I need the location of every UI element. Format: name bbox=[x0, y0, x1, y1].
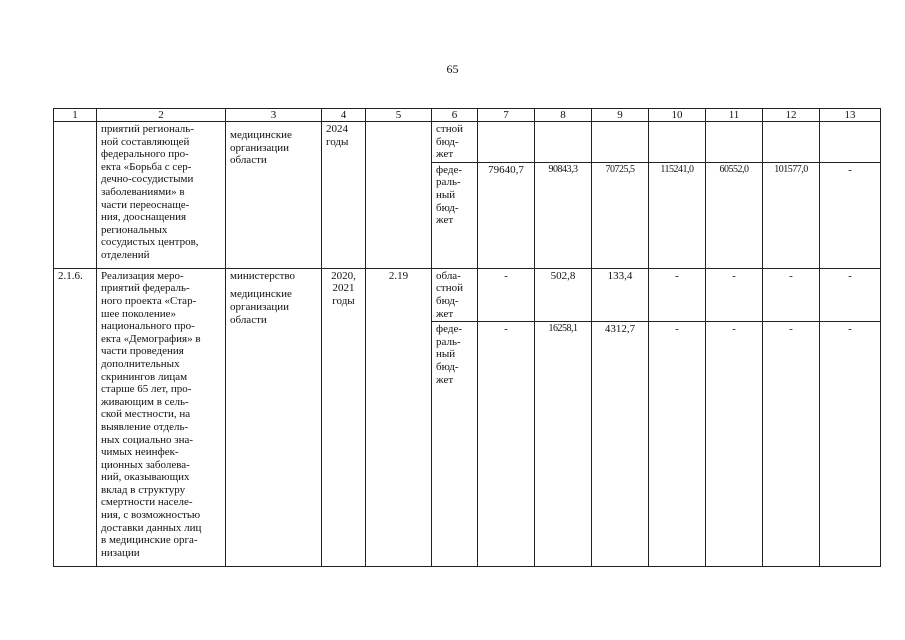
funding-source-line: бюд- bbox=[436, 201, 459, 214]
funding-source bbox=[432, 268, 478, 321]
executor bbox=[226, 122, 322, 269]
executor-line: медицинские bbox=[230, 288, 292, 301]
funding-source-line: ный bbox=[436, 348, 456, 361]
activity-name-line: смертности населе- bbox=[101, 496, 193, 509]
activity-name-line: сосудистых центров, bbox=[101, 236, 199, 249]
column-number: 2 bbox=[97, 109, 226, 122]
funding-source-line: жет bbox=[436, 307, 454, 320]
activity-name-line: ной составляющей bbox=[101, 135, 190, 148]
indicator: 2.19 bbox=[366, 268, 432, 566]
years-line: 2021 bbox=[332, 282, 355, 295]
executor-line: организации bbox=[230, 141, 290, 154]
amount-cell: - bbox=[820, 162, 881, 268]
funding-source-line: бюд- bbox=[436, 294, 459, 307]
amount-cell: 79640,7 bbox=[478, 162, 535, 268]
activity-name-line: региональных bbox=[101, 223, 168, 236]
column-number: 1 bbox=[54, 109, 97, 122]
amount-cell bbox=[478, 122, 535, 163]
column-number: 6 bbox=[432, 109, 478, 122]
amount-cell bbox=[649, 122, 706, 163]
amount-cell: 70725,5 bbox=[592, 162, 649, 268]
activity-name-line: национального про- bbox=[101, 320, 195, 333]
amount-cell: - bbox=[706, 322, 763, 567]
budget-table bbox=[53, 108, 881, 567]
funding-source-line: раль- bbox=[436, 335, 461, 348]
table-row bbox=[54, 268, 881, 321]
activity-name-line: ния, дооснащения bbox=[101, 211, 187, 224]
funding-source-line: феде- bbox=[436, 163, 463, 176]
activity-name-line: дополнительных bbox=[101, 357, 180, 370]
funding-source-line: раль- bbox=[436, 176, 461, 189]
funding-source-line: бюд- bbox=[436, 135, 459, 148]
activity-name-line: екта «Демография» в bbox=[101, 332, 201, 345]
activity-name-line: дечно-сосудистыми bbox=[101, 173, 194, 186]
executor-line: области bbox=[230, 154, 267, 167]
years-line: годы bbox=[326, 135, 349, 148]
amount-cell: - bbox=[649, 322, 706, 567]
amount-cell: - bbox=[478, 322, 535, 567]
table-row bbox=[54, 122, 881, 163]
activity-name-line: заболеваниями» в bbox=[101, 185, 185, 198]
funding-source bbox=[432, 162, 478, 268]
funding-source-line: феде- bbox=[436, 323, 463, 336]
amount-cell: 60552,0 bbox=[706, 162, 763, 268]
column-number: 8 bbox=[535, 109, 592, 122]
executor-line: области bbox=[230, 313, 267, 326]
page-number: 65 bbox=[446, 62, 459, 76]
amount-cell bbox=[820, 122, 881, 163]
activity-name-line: скринингов лицам bbox=[101, 370, 188, 383]
row-number bbox=[54, 122, 97, 269]
activity-name-line: шее поколение» bbox=[101, 307, 177, 320]
column-number: 3 bbox=[226, 109, 322, 122]
amount-cell bbox=[763, 122, 820, 163]
amount-cell: 115241,0 bbox=[649, 162, 706, 268]
amount-cell: - bbox=[820, 268, 881, 321]
funding-source-line: ный bbox=[436, 188, 456, 201]
amount-cell: - bbox=[820, 322, 881, 567]
years-line: годы bbox=[332, 294, 355, 307]
column-number: 9 bbox=[592, 109, 649, 122]
funding-source-line: жет bbox=[436, 148, 454, 161]
executor bbox=[226, 268, 322, 566]
years-line: 2020, bbox=[331, 269, 356, 282]
executor-line: организации bbox=[230, 300, 290, 313]
years bbox=[322, 122, 366, 269]
activity-name-line: екта «Борьба с сер- bbox=[101, 160, 192, 173]
column-number: 13 bbox=[820, 109, 881, 122]
amount-cell bbox=[706, 122, 763, 163]
funding-source-line: жет bbox=[436, 214, 454, 227]
activity-name-line: части проведения bbox=[101, 345, 184, 358]
amount-cell: - bbox=[763, 268, 820, 321]
activity-name-line: приятий федераль- bbox=[101, 282, 190, 295]
activity-name-line: ний, оказывающих bbox=[101, 471, 190, 484]
amount-cell bbox=[535, 122, 592, 163]
funding-source-line: бюд- bbox=[436, 360, 459, 373]
amount-cell: 101577,0 bbox=[763, 162, 820, 268]
activity-name-line: ционных заболева- bbox=[101, 458, 190, 471]
amount-cell: - bbox=[763, 322, 820, 567]
column-number-row bbox=[54, 109, 881, 122]
executor-line: министерство bbox=[230, 269, 296, 282]
funding-source-line: стной bbox=[436, 123, 463, 135]
column-number: 11 bbox=[706, 109, 763, 122]
column-number: 10 bbox=[649, 109, 706, 122]
executor-line: медицинские bbox=[230, 129, 292, 141]
amount-cell: 133,4 bbox=[592, 268, 649, 321]
activity-name-line: низации bbox=[101, 546, 140, 559]
activity-name bbox=[97, 122, 226, 269]
amount-cell: - bbox=[706, 268, 763, 321]
amount-cell: - bbox=[649, 268, 706, 321]
activity-name-line: ской местности, на bbox=[101, 408, 191, 421]
activity-name-line: старше 65 лет, про- bbox=[101, 383, 192, 396]
amount-cell: 16258,1 bbox=[535, 322, 592, 567]
activity-name-line: приятий региональ- bbox=[101, 123, 194, 135]
funding-source-line: стной bbox=[436, 282, 463, 295]
years bbox=[322, 268, 366, 566]
funding-source bbox=[432, 122, 478, 163]
amount-cell: - bbox=[478, 268, 535, 321]
activity-name-line: выявление отдель- bbox=[101, 420, 189, 433]
row-number: 2.1.6. bbox=[54, 268, 97, 566]
column-number: 12 bbox=[763, 109, 820, 122]
activity-name-line: части переоснаще- bbox=[101, 198, 190, 211]
activity-name-line: отделений bbox=[101, 248, 150, 261]
activity-name-line: Реализация меро- bbox=[101, 269, 184, 282]
activity-name-line: ного проекта «Стар- bbox=[101, 294, 197, 307]
column-number: 7 bbox=[478, 109, 535, 122]
years-line: 2024 bbox=[326, 123, 348, 135]
activity-name-line: чимых неинфек- bbox=[101, 446, 179, 459]
column-number: 5 bbox=[366, 109, 432, 122]
column-number: 4 bbox=[322, 109, 366, 122]
funding-source bbox=[432, 322, 478, 567]
activity-name-line: доставки данных лиц bbox=[101, 521, 202, 534]
amount-cell: 90843,3 bbox=[535, 162, 592, 268]
amount-cell bbox=[592, 122, 649, 163]
activity-name-line: в медицинские орга- bbox=[101, 534, 198, 547]
amount-cell: 4312,7 bbox=[592, 322, 649, 567]
activity-name-line: вклад в структуру bbox=[101, 483, 186, 496]
activity-name-line: живающим в сель- bbox=[101, 395, 189, 408]
funding-source-line: обла- bbox=[436, 269, 461, 282]
activity-name bbox=[97, 268, 226, 566]
indicator bbox=[366, 122, 432, 269]
activity-name-line: федерального про- bbox=[101, 148, 189, 161]
funding-source-line: жет bbox=[436, 373, 454, 386]
amount-cell: 502,8 bbox=[535, 268, 592, 321]
activity-name-line: ных социально зна- bbox=[101, 433, 194, 446]
activity-name-line: ния, с возможностью bbox=[101, 509, 201, 522]
